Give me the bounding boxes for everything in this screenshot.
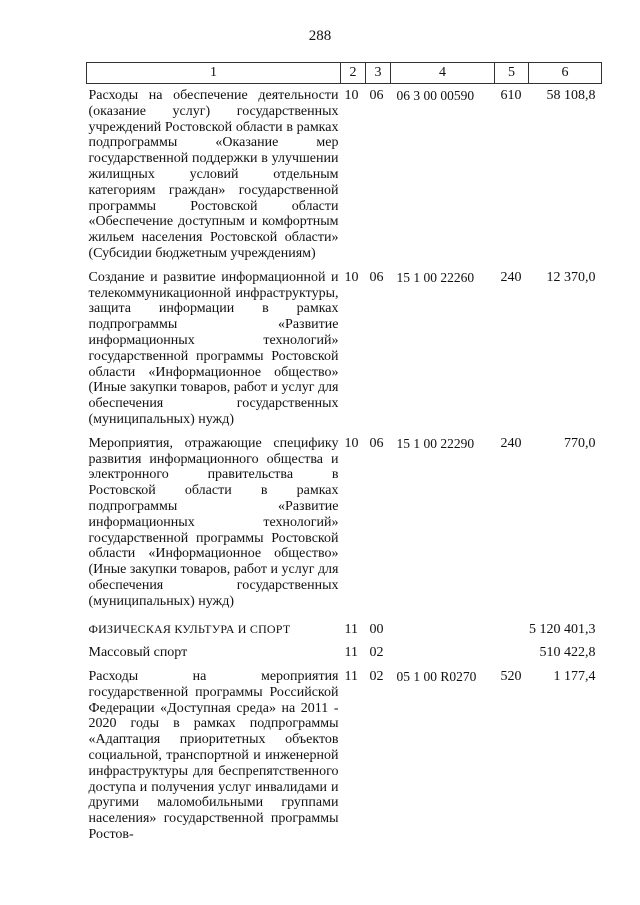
row-expense-type (495, 641, 529, 665)
row-expense-type: 610 (500, 88, 522, 103)
row-target-article: 15 1 00 22260 (396, 269, 475, 285)
row-expense-type: 520 (500, 669, 522, 685)
row-subsection: 06 (369, 88, 384, 103)
table-row (87, 266, 602, 432)
table-row (87, 84, 602, 266)
row-subsection: 02 (369, 669, 384, 685)
header-col-4: 4 (391, 63, 495, 84)
row-target-article: 15 1 00 22290 (396, 435, 475, 451)
row-subsection: 02 (369, 645, 384, 661)
table-row (87, 641, 602, 665)
page-number: 288 (308, 28, 332, 44)
row-description: ФИЗИЧЕСКАЯ КУЛЬТУРА И СПОРТ (88, 621, 291, 636)
row-subsection: 06 (369, 269, 384, 285)
header-col-5: 5 (495, 63, 529, 84)
row-expense-type: 240 (500, 435, 522, 451)
row-section: 11 (344, 669, 358, 685)
header-col-3: 3 (366, 63, 391, 84)
row-subsection: 00 (369, 621, 384, 637)
row-target-article (391, 641, 495, 665)
row-section: 11 (344, 645, 358, 661)
table-header-row (87, 63, 602, 84)
row-expense-type: 240 (500, 269, 522, 285)
row-amount: 12 370,0 (546, 269, 596, 285)
table-row (87, 432, 602, 614)
row-target-article: 05 1 00 R0270 (396, 669, 477, 685)
table-row (87, 614, 602, 642)
row-amount: 1 177,4 (553, 669, 596, 685)
row-amount: 5 120 401,3 (529, 621, 596, 637)
row-description: Расходы на обеспечение деятельности (оказание услуг) государственных учреждений Ростовской области в рамках подпрограммы «Оказание мер государственной поддержки в улучшении жилищных условий отдельным категориям граждан» государственной программы Ростовской области «Обеспечение доступным и комфортным жильем населения Ростовской области» (Субсидии бюджетным учреждениям) (88, 88, 339, 261)
header-col-2: 2 (341, 63, 366, 84)
row-target-article: 06 3 00 00590 (396, 88, 475, 103)
table-row (87, 665, 602, 847)
row-amount: 770,0 (564, 435, 596, 451)
row-description: Мероприятия, отражающие специфику развития информационного общества и электронного правительства в Ростовской области в рамках подпрограммы «Развитие информационных технологий» государственной программы Ростовской области «Информационное общество» (Иные закупки товаров, работ и услуг для обеспечения государственных (муниципальных) нужд) (88, 435, 339, 609)
header-col-6: 6 (529, 63, 602, 84)
row-description: Массовый спорт (88, 645, 188, 661)
row-target-article (391, 614, 495, 642)
row-description: Расходы на мероприятия государственной программы Российской Федерации «Доступная среда» на 2011 - 2020 годы в рамках подпрограммы «Адаптация приоритетных объектов социальной, транспортной и инженерной инфраструктуры для беспрепятственного доступа и получения услуг инвалидами и другими маломобильными группами населения» государственной программы Ростов- (88, 669, 339, 843)
row-section: 11 (344, 621, 358, 637)
row-expense-type (495, 614, 529, 642)
row-section: 10 (344, 435, 359, 451)
header-col-1: 1 (87, 63, 341, 84)
row-section: 10 (344, 88, 359, 103)
budget-table (86, 62, 602, 847)
row-section: 10 (344, 269, 359, 285)
row-subsection: 06 (369, 435, 384, 451)
row-amount: 58 108,8 (546, 88, 596, 103)
row-description: Создание и развитие информационной и телекоммуникационной инфраструктуры, защита информации в рамках подпрограммы «Развитие информационных технологий» государственной программы Ростовской области «Информационное общество» (Иные закупки товаров, работ и услуг для обеспечения государственных (муниципальных) нужд) (88, 269, 339, 427)
row-amount: 510 422,8 (539, 645, 596, 661)
